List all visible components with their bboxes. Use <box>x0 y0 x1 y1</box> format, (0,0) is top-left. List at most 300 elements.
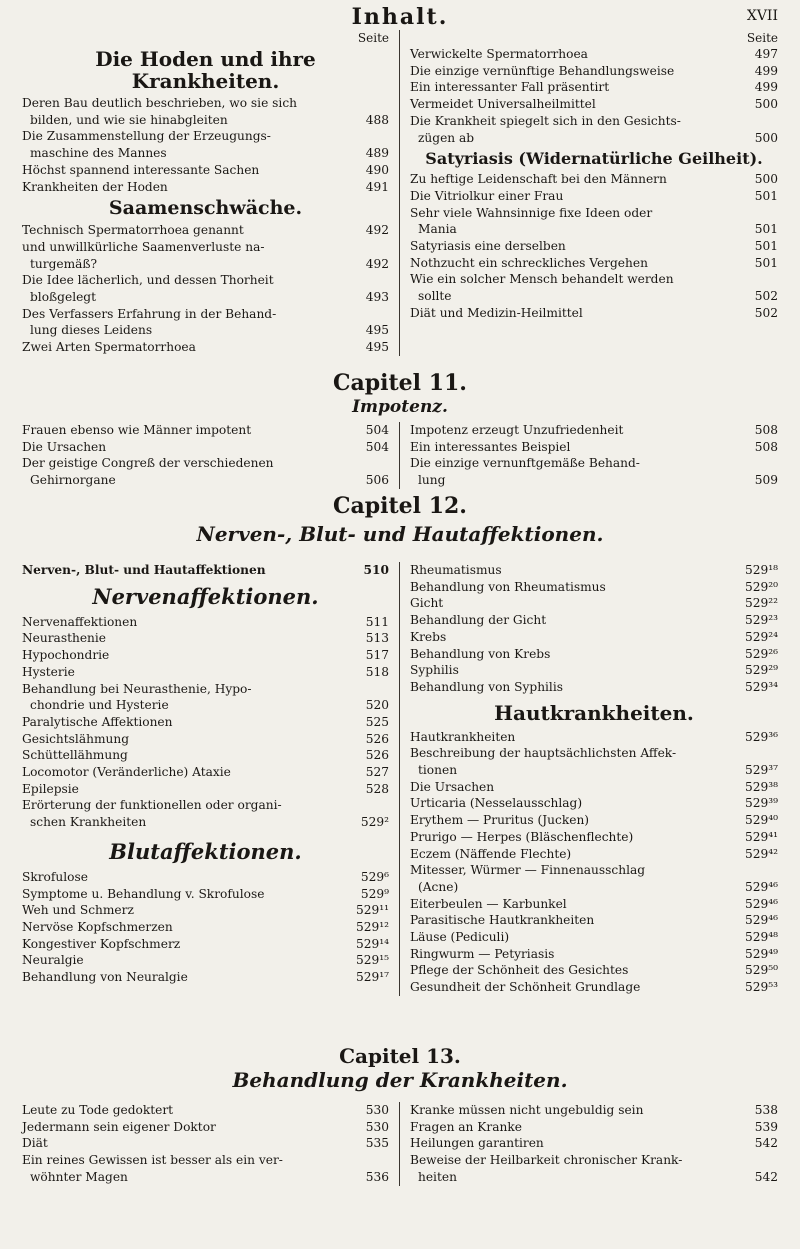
toc-entry <box>22 764 389 781</box>
block-hoden <box>22 30 778 356</box>
toc-entry-page: 502 <box>754 289 778 304</box>
toc-entry-title: Verwickelte Spermatorrhoea <box>410 47 588 61</box>
column-left <box>22 562 400 996</box>
toc-entry <box>22 714 389 731</box>
toc-entry-page: 497 <box>754 47 778 61</box>
toc-entry <box>22 162 389 179</box>
toc-entry <box>410 288 778 305</box>
toc-entry-page: 529² <box>360 815 389 830</box>
toc-list <box>22 1102 389 1186</box>
toc-entry <box>22 747 389 764</box>
toc-entry-title: bloßgelegt <box>30 290 97 305</box>
toc-entry-page: 529³⁶ <box>744 729 778 744</box>
toc-entry-page: 528 <box>365 781 389 796</box>
toc-entry-title: Krebs <box>410 629 447 644</box>
toc-entry <box>22 179 389 196</box>
toc-entry-page: 526 <box>365 731 389 746</box>
toc-entry <box>22 256 389 273</box>
toc-entry <box>22 919 389 936</box>
toc-entry <box>22 1169 389 1186</box>
section-heading: Saamenschwäche. <box>108 197 303 220</box>
toc-entry-page: 511 <box>365 614 389 629</box>
toc-entry-title: Ringwurm — Petyriasis <box>410 946 555 961</box>
toc-entry-title: Impotenz erzeugt Unzufriedenheit <box>410 423 624 437</box>
toc-entry <box>410 762 778 779</box>
toc-entry <box>410 1152 778 1169</box>
toc-entry <box>22 781 389 798</box>
column-left <box>22 1102 400 1186</box>
toc-entry <box>410 962 778 979</box>
toc-entry <box>410 96 778 113</box>
block-nerven <box>22 562 778 996</box>
toc-entry-title: Rheumatismus <box>410 563 502 577</box>
toc-entry <box>410 745 778 762</box>
toc-entry <box>22 814 389 831</box>
toc-entry <box>410 130 778 147</box>
toc-entry-title: sollte <box>418 289 452 304</box>
toc-entry-page: 529¹² <box>355 919 389 934</box>
toc-entry <box>410 862 778 879</box>
toc-entry <box>22 222 389 239</box>
toc-entry-title: Diät <box>22 1136 48 1151</box>
toc-entry <box>22 630 389 647</box>
toc-entry-title: wöhnter Magen <box>30 1169 128 1184</box>
toc-entry <box>410 846 778 863</box>
toc-entry <box>410 221 778 238</box>
toc-entry-page: 529⁶ <box>360 869 389 884</box>
toc-entry-page: 501 <box>754 222 778 237</box>
toc-entry <box>22 1135 389 1152</box>
toc-entry-title: Des Verfassers Erfahrung in der Behand- <box>22 306 277 321</box>
toc-entry-title: Gesundheit der Schönheit Grundlage <box>410 980 641 995</box>
toc-entry-title: Epilepsie <box>22 781 79 796</box>
toc-entry-title: Behandlung von Rheumatismus <box>410 579 606 594</box>
toc-entry-title: Gicht <box>410 596 444 611</box>
toc-list <box>22 562 389 579</box>
toc-entry-page: 495 <box>365 323 389 338</box>
toc-entry <box>22 95 389 112</box>
toc-entry-title: Eczem (Näffende Flechte) <box>410 846 572 861</box>
toc-entry-title: Technisch Spermatorrhoea genannt <box>22 223 244 238</box>
toc-entry-title: Nervenaffektionen <box>22 614 138 629</box>
toc-entry-title: Die Vitriolkur einer Frau <box>410 188 564 203</box>
section-heading: Nervenaffektionen. <box>92 583 319 609</box>
toc-entry-page: 529¹⁸ <box>744 563 778 577</box>
toc-entry-page: 529³⁷ <box>744 763 778 778</box>
toc-entry-page: 510 <box>363 563 389 577</box>
toc-entry-title: (Acne) <box>418 879 459 894</box>
toc-entry-title: Leute zu Tode gedoktert <box>22 1103 174 1117</box>
toc-entry <box>22 647 389 664</box>
toc-entry-title: Prurigo — Herpes (Bläschenflechte) <box>410 829 634 844</box>
toc-entry-page: 529²³ <box>744 613 778 628</box>
toc-entry-title: Locomotor (Veränderliche) Ataxie <box>22 765 231 780</box>
toc-entry <box>22 306 389 323</box>
toc-entry <box>410 729 778 746</box>
toc-entry-title: Die einzige vernunftgemäße Behand- <box>410 456 640 471</box>
block-impotenz <box>22 422 778 489</box>
toc-entry-title: Erythem — Pruritus (Jucken) <box>410 813 590 828</box>
toc-entry <box>410 595 778 612</box>
toc-entry <box>410 238 778 255</box>
toc-entry <box>410 422 778 439</box>
toc-entry <box>410 255 778 272</box>
toc-entry-page: 529⁴⁰ <box>744 813 778 828</box>
toc-entry-page: 502 <box>754 305 778 320</box>
toc-entry-title: Beweise der Heilbarkeit chronischer Krank- <box>410 1153 683 1168</box>
toc-list <box>22 869 389 986</box>
toc-entry <box>22 1152 389 1169</box>
toc-entry <box>410 455 778 472</box>
toc-entry <box>410 305 778 322</box>
toc-entry-page: 499 <box>754 63 778 78</box>
toc-entry <box>22 422 389 439</box>
toc-entry-title: Nerven-, Blut- und Hautaffektionen <box>22 563 266 577</box>
toc-entry-title: Die Krankheit spiegelt sich in den Gesichts- <box>410 113 681 128</box>
toc-entry-page: 527 <box>365 765 389 780</box>
toc-entry-title: Behandlung von Neuralgie <box>22 970 188 985</box>
toc-entry <box>410 188 778 205</box>
toc-entry <box>410 646 778 663</box>
toc-entry <box>22 272 389 289</box>
page-header-title: Inhalt. <box>351 4 449 30</box>
toc-entry-page: 495 <box>365 340 389 355</box>
toc-entry-title: Die Zusammenstellung der Erzeugungs- <box>22 129 271 144</box>
toc-entry-page: 508 <box>754 423 778 437</box>
toc-entry <box>410 795 778 812</box>
toc-entry-page: 529⁵⁰ <box>744 963 778 978</box>
toc-entry <box>410 812 778 829</box>
toc-entry-title: Der geistige Congreß der verschiedenen <box>22 456 274 471</box>
toc-entry-page: 529²⁰ <box>744 579 778 594</box>
chapter-label: Capitel 12. <box>333 493 467 519</box>
toc-entry-page: 492 <box>365 256 389 271</box>
toc-entry <box>410 271 778 288</box>
toc-entry-title: Ein reines Gewissen ist besser als ein ver- <box>22 1153 283 1168</box>
toc-entry-title: schen Krankheiten <box>30 815 147 830</box>
toc-entry-title: Krankheiten der Hoden <box>22 179 168 194</box>
toc-entry <box>22 969 389 986</box>
toc-entry <box>410 439 778 456</box>
toc-entry <box>22 731 389 748</box>
toc-entry-title: lung dieses Leidens <box>30 323 153 338</box>
toc-entry-title: Skrofulose <box>22 869 88 884</box>
toc-entry-page: 508 <box>754 439 778 454</box>
toc-entry-page: 529³⁸ <box>744 779 778 794</box>
toc-entry-title: Jedermann sein eigener Doktor <box>22 1119 216 1134</box>
toc-entry-title: Zu heftige Leidenschaft bei den Männern <box>410 172 667 187</box>
toc-entry <box>22 455 389 472</box>
chapter-title: Behandlung der Krankheiten. <box>232 1068 568 1092</box>
toc-list <box>410 562 778 696</box>
toc-entry-page: 490 <box>365 162 389 177</box>
toc-entry-title: heiten <box>418 1169 457 1184</box>
toc-entry <box>22 562 389 579</box>
toc-entry-page: 529¹⁴ <box>355 936 389 951</box>
toc-entry <box>410 171 778 188</box>
toc-entry-title: Die einzige vernünftige Behandlungsweise <box>410 63 675 78</box>
toc-entry <box>22 112 389 129</box>
toc-entry-page: 501 <box>754 188 778 203</box>
section-heading: Satyriasis (Widernatürliche Geilheit). <box>425 149 763 169</box>
toc-entry <box>22 322 389 339</box>
toc-entry <box>22 1102 389 1119</box>
toc-entry-title: Behandlung von Syphilis <box>410 679 563 694</box>
toc-entry-title: Behandlung von Krebs <box>410 646 551 661</box>
block-behandlung <box>22 1102 778 1186</box>
toc-entry-title: Neurasthenie <box>22 631 106 646</box>
toc-entry-title: Behandlung der Gicht <box>410 613 547 628</box>
toc-entry <box>22 902 389 919</box>
toc-entry-page: 529³⁹ <box>744 796 778 811</box>
toc-entry-title: Zwei Arten Spermatorrhoea <box>22 340 196 355</box>
toc-entry-page: 542 <box>754 1169 778 1184</box>
toc-entry <box>410 979 778 996</box>
toc-entry-page: 529⁹ <box>360 886 389 901</box>
toc-entry <box>410 829 778 846</box>
toc-entry <box>410 1119 778 1136</box>
toc-entry-title: Beschreibung der hauptsächlichsten Affek- <box>410 746 677 761</box>
column-left <box>22 422 400 489</box>
toc-entry-page: 489 <box>365 146 389 161</box>
toc-entry-page: 529⁴⁶ <box>744 913 778 928</box>
toc-entry-page: 539 <box>754 1119 778 1134</box>
toc-entry <box>22 128 389 145</box>
toc-entry <box>410 779 778 796</box>
toc-entry-page: 536 <box>365 1169 389 1184</box>
toc-entry-title: Mitesser, Würmer — Finnenausschlag <box>410 863 646 878</box>
toc-entry <box>22 681 389 698</box>
toc-entry-title: lung <box>418 473 446 488</box>
toc-entry-page: 529¹⁵ <box>355 953 389 968</box>
toc-entry-page: 517 <box>365 648 389 663</box>
toc-entry <box>410 1135 778 1152</box>
toc-entry <box>410 1102 778 1119</box>
toc-entry <box>410 46 778 63</box>
toc-entry <box>410 946 778 963</box>
toc-list <box>410 1102 778 1186</box>
toc-entry <box>22 614 389 631</box>
toc-entry <box>22 952 389 969</box>
toc-entry-title: Hypochondrie <box>22 648 110 663</box>
toc-entry-page: 529¹¹ <box>355 903 389 918</box>
toc-entry <box>410 679 778 696</box>
toc-entry-title: Parasitische Hautkrankheiten <box>410 913 595 928</box>
toc-entry-title: chondrie und Hysterie <box>30 698 169 713</box>
toc-entry-page: 509 <box>754 473 778 488</box>
toc-entry <box>22 289 389 306</box>
toc-entry-title: Nothzucht ein schreckliches Vergehen <box>410 255 648 270</box>
column-right <box>400 562 778 996</box>
chapter-title: Nerven-, Blut- und Hautaffektionen. <box>196 522 604 546</box>
toc-entry-title: und unwillkürliche Saamenverluste na- <box>22 239 265 254</box>
column-left <box>22 30 400 356</box>
toc-entry-title: zügen ab <box>418 130 475 145</box>
toc-entry-page: 513 <box>365 631 389 646</box>
column-right <box>400 422 778 489</box>
toc-entry-page: 542 <box>754 1136 778 1151</box>
toc-entry <box>410 929 778 946</box>
toc-list <box>410 171 778 321</box>
toc-entry <box>22 869 389 886</box>
toc-entry-page: 492 <box>365 223 389 238</box>
toc-entry-page: 529⁴¹ <box>744 829 778 844</box>
column-right <box>400 1102 778 1186</box>
section-heading: Hautkrankheiten. <box>494 700 694 725</box>
toc-entry-title: Deren Bau deutlich beschrieben, wo sie sich <box>22 96 297 110</box>
toc-entry-page: 501 <box>754 239 778 254</box>
toc-entry-page: 529²⁴ <box>744 629 778 644</box>
toc-entry <box>410 612 778 629</box>
toc-entry-page: 500 <box>754 172 778 187</box>
toc-entry-title: Die Ursachen <box>410 779 495 794</box>
toc-entry-title: Neuralgie <box>22 953 84 968</box>
toc-entry-title: Kranke müssen nicht ungebuldig sein <box>410 1103 644 1117</box>
toc-entry-title: Höchst spannend interessante Sachen <box>22 162 260 177</box>
toc-entry-page: 491 <box>365 179 389 194</box>
toc-entry <box>410 912 778 929</box>
toc-entry-title: turgemäß? <box>30 256 98 271</box>
toc-entry-title: Diät und Medizin-Heilmittel <box>410 305 583 320</box>
toc-entry-title: tionen <box>418 763 458 778</box>
toc-entry-title: Vermeidet Universalheilmittel <box>410 97 596 112</box>
toc-entry <box>410 63 778 80</box>
column-right <box>400 30 778 356</box>
toc-entry <box>22 886 389 903</box>
toc-entry <box>22 936 389 953</box>
toc-entry-page: 506 <box>365 473 389 488</box>
toc-entry <box>410 562 778 579</box>
toc-entry-page: 520 <box>365 698 389 713</box>
chapter-title: Impotenz. <box>352 397 448 417</box>
toc-entry-page: 530 <box>365 1103 389 1117</box>
toc-entry-title: Die Ursachen <box>22 439 107 454</box>
toc-entry-page: 530 <box>365 1119 389 1134</box>
toc-entry-page: 529⁴⁶ <box>744 896 778 911</box>
toc-entry-title: Frauen ebenso wie Männer impotent <box>22 423 252 437</box>
toc-entry-title: maschine des Mannes <box>30 146 167 161</box>
toc-entry-title: Satyriasis eine derselben <box>410 239 566 254</box>
toc-entry <box>410 629 778 646</box>
section-heading: Die Hoden und ihre Krankheiten. <box>95 47 316 93</box>
toc-entry <box>22 1119 389 1136</box>
toc-entry <box>22 472 389 489</box>
toc-entry <box>410 205 778 222</box>
toc-entry <box>410 79 778 96</box>
toc-entry-page: 538 <box>754 1103 778 1117</box>
toc-list <box>22 222 389 356</box>
toc-entry-title: Pflege der Schönheit des Gesichtes <box>410 963 629 978</box>
toc-entry <box>410 662 778 679</box>
toc-entry-title: Weh und Schmerz <box>22 903 134 918</box>
toc-entry-title: Symptome u. Behandlung v. Skrofulose <box>22 886 265 901</box>
toc-entry-title: Urticaria (Nesselausschlag) <box>410 796 583 811</box>
toc-entry-title: Kongestiver Kopfschmerz <box>22 936 181 951</box>
toc-entry-page: 529⁴² <box>744 846 778 861</box>
toc-entry-title: Gehirnorgane <box>30 473 116 488</box>
toc-entry-title: Die Idee lächerlich, und dessen Thorheit <box>22 273 274 288</box>
toc-entry-page: 529²⁹ <box>744 663 778 678</box>
toc-entry-title: Heilungen garantiren <box>410 1136 544 1151</box>
toc-entry <box>22 697 389 714</box>
toc-list <box>410 422 778 489</box>
toc-entry-page: 518 <box>365 664 389 679</box>
toc-entry-title: Gesichtslähmung <box>22 731 129 746</box>
seite-label: Seite <box>746 31 778 45</box>
toc-entry-title: Eiterbeulen — Karbunkel <box>410 896 567 911</box>
toc-entry-title: Fragen an Kranke <box>410 1119 522 1134</box>
toc-entry <box>22 145 389 162</box>
toc-entry-title: Behandlung bei Neurasthenie, Hypo- <box>22 681 252 696</box>
toc-entry-title: Hysterie <box>22 664 75 679</box>
toc-entry-page: 529²⁶ <box>744 646 778 661</box>
toc-entry-title: Syphilis <box>410 663 459 678</box>
toc-entry <box>410 879 778 896</box>
chapter-label: Capitel 13. <box>339 1044 461 1068</box>
toc-entry-page: 499 <box>754 80 778 95</box>
toc-entry-page: 504 <box>365 439 389 454</box>
toc-list <box>22 614 389 831</box>
page-number: XVII <box>746 8 778 24</box>
toc-entry-page: 525 <box>365 714 389 729</box>
toc-entry <box>22 664 389 681</box>
toc-entry-page: 488 <box>365 112 389 127</box>
toc-entry-title: Erörterung der funktionellen oder organi- <box>22 798 282 813</box>
toc-entry-title: Hautkrankheiten <box>410 729 516 744</box>
toc-entry-title: Sehr viele Wahnsinnige fixe Ideen oder <box>410 205 653 220</box>
toc-list <box>410 46 778 146</box>
toc-entry-page: 500 <box>754 97 778 112</box>
toc-entry-page: 535 <box>365 1136 389 1151</box>
toc-entry-page: 504 <box>365 423 389 437</box>
toc-entry-page: 529⁴⁸ <box>744 930 778 945</box>
toc-entry-page: 529⁴⁹ <box>744 946 778 961</box>
toc-entry-page: 500 <box>754 130 778 145</box>
toc-entry-page: 501 <box>754 255 778 270</box>
toc-entry-title: Ein interessantes Beispiel <box>410 439 571 454</box>
toc-entry-title: Läuse (Pediculi) <box>410 930 510 945</box>
toc-entry-title: Nervöse Kopfschmerzen <box>22 919 173 934</box>
toc-entry-title: Paralytische Affektionen <box>22 714 173 729</box>
toc-entry-page: 529²² <box>744 596 778 611</box>
toc-entry-page: 493 <box>365 290 389 305</box>
toc-entry <box>22 339 389 356</box>
toc-entry <box>410 1169 778 1186</box>
toc-entry <box>410 472 778 489</box>
chapter-label: Capitel 11. <box>333 370 467 396</box>
toc-entry <box>410 579 778 596</box>
toc-entry-page: 529⁵³ <box>744 980 778 995</box>
toc-entry-page: 529¹⁷ <box>355 970 389 985</box>
toc-entry-title: Ein interessanter Fall präsentirt <box>410 80 610 95</box>
toc-entry <box>410 113 778 130</box>
toc-entry-page: 526 <box>365 748 389 763</box>
toc-entry-page: 529³⁴ <box>744 679 778 694</box>
toc-list <box>22 422 389 489</box>
seite-label: Seite <box>357 31 389 45</box>
toc-entry-title: Schüttellähmung <box>22 748 128 763</box>
section-heading: Blutaffektionen. <box>109 838 302 864</box>
toc-list <box>22 95 389 195</box>
toc-entry <box>22 797 389 814</box>
toc-entry-title: Mania <box>418 222 457 237</box>
toc-entry-title: Wie ein solcher Mensch behandelt werden <box>410 272 674 287</box>
toc-entry <box>22 439 389 456</box>
toc-entry <box>410 896 778 913</box>
toc-entry <box>22 239 389 256</box>
toc-list <box>410 729 778 996</box>
toc-entry-page: 529⁴⁶ <box>744 879 778 894</box>
